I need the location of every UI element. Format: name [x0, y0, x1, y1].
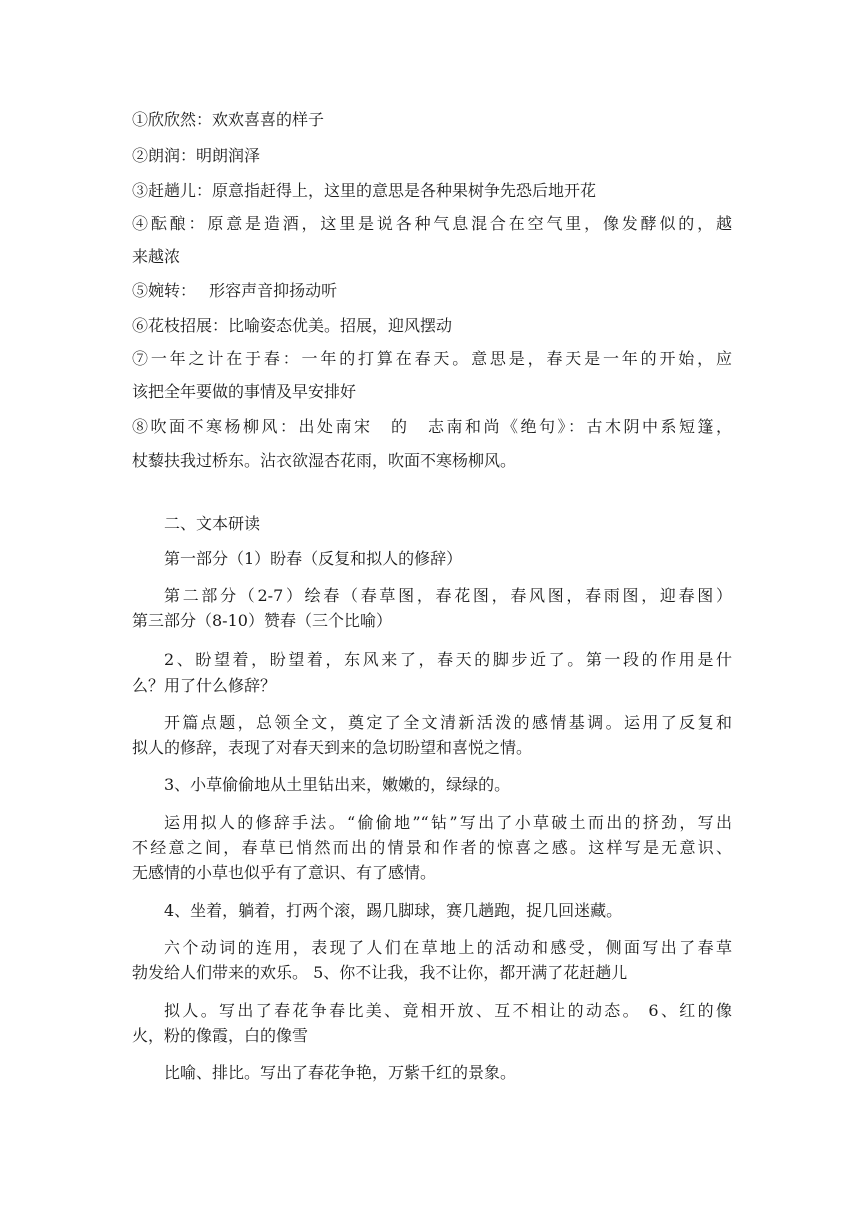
note-4-line2: 来越浓 — [132, 247, 181, 266]
paragraph-line: 六个动词的连用，表现了人们在草地上的活动和感受，侧面写出了春草 — [164, 938, 732, 957]
paragraph-line: 3、小草偷偷地从土里钻出来，嫩嫩的，绿绿的。 — [164, 775, 511, 794]
part-3: 第三部分（8-10）赞春（三个比喻） — [132, 611, 392, 630]
part-2: 第二部分（2-7）绘春（春草图，春花图，春风图，春雨图，迎春图） — [164, 586, 732, 605]
paragraph-line: 勃发给人们带来的欢乐。 5、你不让我，我不让你，都开满了花赶趟儿 — [132, 963, 628, 982]
note-8-line1: ⑧吹面不寒杨柳风：出处南宋 的 志南和尚《绝句》：古木阴中系短篷， — [132, 417, 732, 436]
note-1: ①欣欣然：欢欢喜喜的样子 — [132, 110, 325, 129]
note-4-line1: ④酝酿：原意是造酒，这里是说各种气息混合在空气里，像发酵似的，越 — [132, 214, 732, 233]
paragraph-line: 开篇点题，总领全文，奠定了全文清新活泼的感情基调。运用了反复和 — [164, 713, 732, 732]
note-7-line1: ⑦一年之计在于春：一年的打算在春天。意思是，春天是一年的开始，应 — [132, 349, 732, 368]
note-6: ⑥花枝招展：比喻姿态优美。招展，迎风摆动 — [132, 316, 453, 335]
paragraph-line: 无感情的小草也似乎有了意识、有了感情。 — [132, 863, 437, 882]
paragraph-line: 拟人。写出了春花争春比美、竟相开放、互不相让的动态。 6、红的像 — [164, 1001, 732, 1020]
note-5: ⑤婉转： 形容声音抑扬动听 — [132, 281, 338, 300]
paragraph-line: 4、坐着，躺着，打两个滚，踢几脚球，赛几趟跑，捉几回迷藏。 — [164, 901, 623, 920]
note-8-line2: 杖藜扶我过桥东。沾衣欲湿杏花雨，吹面不寒杨柳风。 — [132, 451, 517, 470]
paragraph-line: 火，粉的像霞，白的像雪 — [132, 1026, 309, 1045]
part-1: 第一部分（1）盼春（反复和拟人的修辞） — [164, 549, 463, 568]
paragraph-line: 比喻、排比。写出了春花争艳，万紫千红的景象。 — [164, 1063, 517, 1082]
paragraph-line: 么？用了什么修辞？ — [132, 676, 277, 695]
note-3: ③赶趟儿：原意指赶得上，这里的意思是各种果树争先恐后地开花 — [132, 181, 597, 200]
note-7-line2: 该把全年要做的事情及早安排好 — [132, 382, 357, 401]
paragraph-line: 拟人的修辞，表现了对春天到来的急切盼望和喜悦之情。 — [132, 738, 533, 757]
note-2: ②朗润：明朗润泽 — [132, 146, 261, 165]
paragraph-line: 运用拟人的修辞手法。“偷偷地”“钻”写出了小草破土而出的挤劲，写出 — [164, 813, 732, 832]
paragraph-line: 2、盼望着，盼望着，东风来了，春天的脚步近了。第一段的作用是什 — [164, 650, 732, 669]
paragraph-line: 不经意之间，春草已悄然而出的情景和作者的惊喜之感。这样写是无意识、 — [132, 838, 732, 857]
section-heading: 二、文本研读 — [164, 514, 261, 533]
